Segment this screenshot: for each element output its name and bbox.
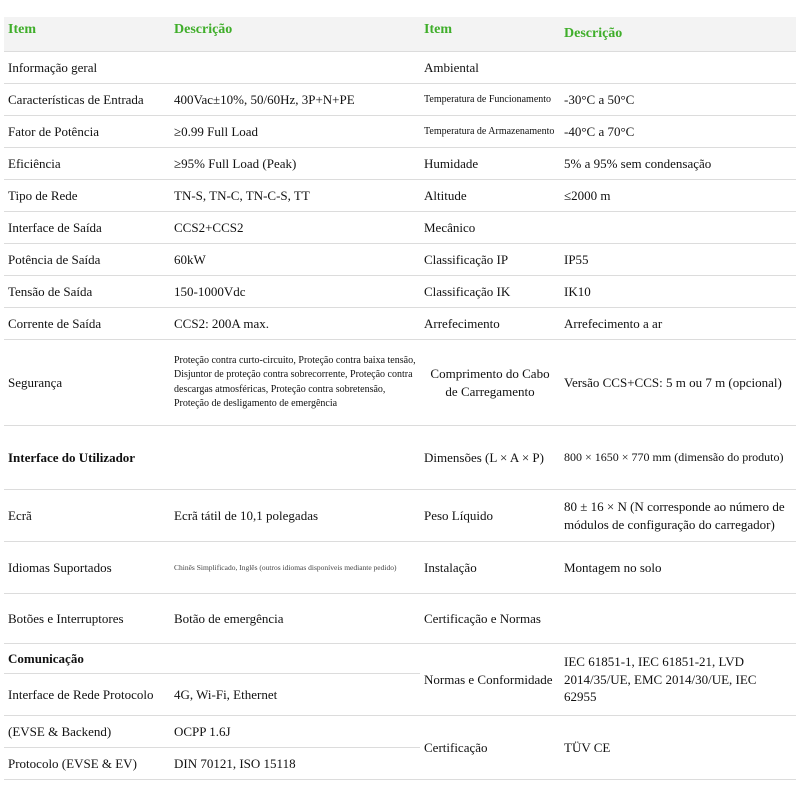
table-row (4, 716, 420, 748)
section-row (4, 644, 420, 674)
row-description: ≥95% Full Load (Peak) (174, 155, 297, 171)
table-row (4, 148, 420, 180)
table-row (4, 490, 420, 542)
description-column-header: Descrição (174, 22, 233, 37)
row-description: 400Vac±10%, 50/60Hz, 3P+N+PE (174, 91, 355, 107)
section-row (4, 426, 420, 490)
row-item: Altitude (424, 187, 467, 203)
table-row (4, 212, 420, 244)
table-row (4, 116, 420, 148)
row-description: 4G, Wi-Fi, Ethernet (174, 686, 278, 702)
row-description: 80 ± 16 × N (N corresponde ao número de módulos de configuração do carregador) (564, 498, 785, 532)
row-description: IK10 (564, 283, 591, 299)
section-row (420, 594, 796, 644)
row-item: Botões e Interruptores (8, 610, 124, 626)
row-description: CCS2: 200A max. (174, 315, 269, 331)
row-item: Peso Líquido (424, 507, 493, 523)
row-description: CCS2+CCS2 (174, 219, 244, 235)
row-description: 5% a 95% sem condensação (564, 155, 712, 171)
row-description: ≥0.99 Full Load (174, 123, 259, 139)
row-item: Classificação IP (424, 251, 509, 267)
section-heading: Certificação e Normas (424, 610, 541, 626)
row-description: DIN 70121, ISO 15118 (174, 755, 296, 771)
table-row (4, 674, 420, 716)
row-item: Temperatura de Armazenamento (424, 125, 555, 137)
row-item: Comprimento do Cabo de Carregamento (430, 365, 550, 399)
table-row (420, 426, 796, 490)
row-item: Idiomas Suportados (8, 559, 112, 575)
table-row (4, 84, 420, 116)
table-row (420, 276, 796, 308)
row-item: Tensão de Saída (8, 283, 93, 299)
row-description: Chinês Simplificado, Inglês (outros idiomas disponíveis mediante pedido) (174, 562, 397, 572)
right-table-header (420, 17, 796, 52)
left-spec-table (4, 17, 420, 780)
table-row (4, 180, 420, 212)
table-row (4, 340, 420, 426)
table-row (420, 180, 796, 212)
section-heading: Ambiental (424, 59, 479, 75)
table-row (4, 748, 420, 780)
row-item: Segurança (8, 374, 63, 390)
row-item: Ecrã (8, 507, 32, 523)
row-item: Certificação (424, 739, 488, 755)
row-description: IEC 61851-1, IEC 61851-21, LVD 2014/35/UE, EMC 2014/30/UE, IEC 62955 (564, 654, 757, 705)
row-description (170, 52, 420, 83)
section-heading: Mecânico (424, 219, 476, 235)
section-heading: Comunicação (8, 650, 84, 666)
row-description: OCPP 1.6J (174, 723, 231, 739)
row-item: Eficiência (8, 155, 61, 171)
row-description: TN-S, TN-C, TN-C-S, TT (174, 187, 310, 203)
item-column-header: Item (8, 22, 36, 37)
table-row (4, 542, 420, 594)
row-item: Instalação (424, 559, 477, 575)
row-item: Interface de Saída (8, 219, 102, 235)
table-row (4, 52, 420, 84)
row-item: Características de Entrada (8, 91, 144, 107)
section-heading: Interface do Utilizador (8, 449, 136, 465)
row-item: Humidade (424, 155, 479, 171)
row-item: Arrefecimento (424, 315, 500, 331)
row-description: IP55 (564, 251, 589, 267)
row-item: Temperatura de Funcionamento (424, 93, 552, 105)
row-description: Ecrã tátil de 10,1 polegadas (174, 507, 319, 523)
table-row (4, 276, 420, 308)
table-row (4, 308, 420, 340)
row-description: Proteção contra curto-circuito, Proteção contra baixa tensão, Disjuntor de proteção contra sobrecorrente, Proteção contra descargas atmosféricas, Proteção contra sobretensão, Proteção de desligamento de emergência (174, 354, 416, 409)
row-description: ≤2000 m (564, 187, 611, 203)
section-row (420, 52, 796, 84)
table-row (420, 542, 796, 594)
row-item: Fator de Potência (8, 123, 99, 139)
row-description: Montagem no solo (564, 559, 662, 575)
table-row (420, 116, 796, 148)
row-description: 800 × 1650 × 770 mm (dimensão do produto) (564, 450, 784, 465)
description-column-header: Descrição (564, 26, 623, 41)
row-description: -40°C a 70°C (564, 123, 635, 139)
item-column-header: Item (424, 22, 452, 37)
table-row (420, 308, 796, 340)
table-row (420, 644, 796, 716)
section-row (420, 212, 796, 244)
row-item: Corrente de Saída (8, 315, 102, 331)
right-spec-table (420, 17, 796, 780)
table-row (420, 716, 796, 780)
table-row (4, 244, 420, 276)
table-row (420, 490, 796, 542)
table-row (420, 340, 796, 426)
row-item: (EVSE & Backend) (8, 723, 112, 739)
left-table-header (4, 17, 420, 52)
table-row (420, 84, 796, 116)
row-description: -30°C a 50°C (564, 91, 635, 107)
row-description: 60kW (174, 251, 206, 267)
row-item: Classificação IK (424, 283, 511, 299)
table-row (420, 244, 796, 276)
row-item: Tipo de Rede (8, 187, 78, 203)
row-item: Potência de Saída (8, 251, 101, 267)
row-item: Protocolo (EVSE & EV) (8, 755, 137, 771)
row-item: Normas e Conformidade (424, 671, 553, 687)
row-description: Versão CCS+CCS: 5 m ou 7 m (opcional) (564, 374, 782, 390)
row-item: Dimensões (L × A × P) (424, 449, 544, 465)
row-item: Interface de Rede Protocolo (8, 686, 154, 702)
row-item: Informação geral (8, 59, 98, 75)
table-row (4, 594, 420, 644)
row-description: Arrefecimento a ar (564, 315, 663, 331)
row-description: 150-1000Vdc (174, 283, 246, 299)
row-description: Botão de emergência (174, 610, 284, 626)
row-description: TÜV CE (564, 739, 611, 755)
table-row (420, 148, 796, 180)
